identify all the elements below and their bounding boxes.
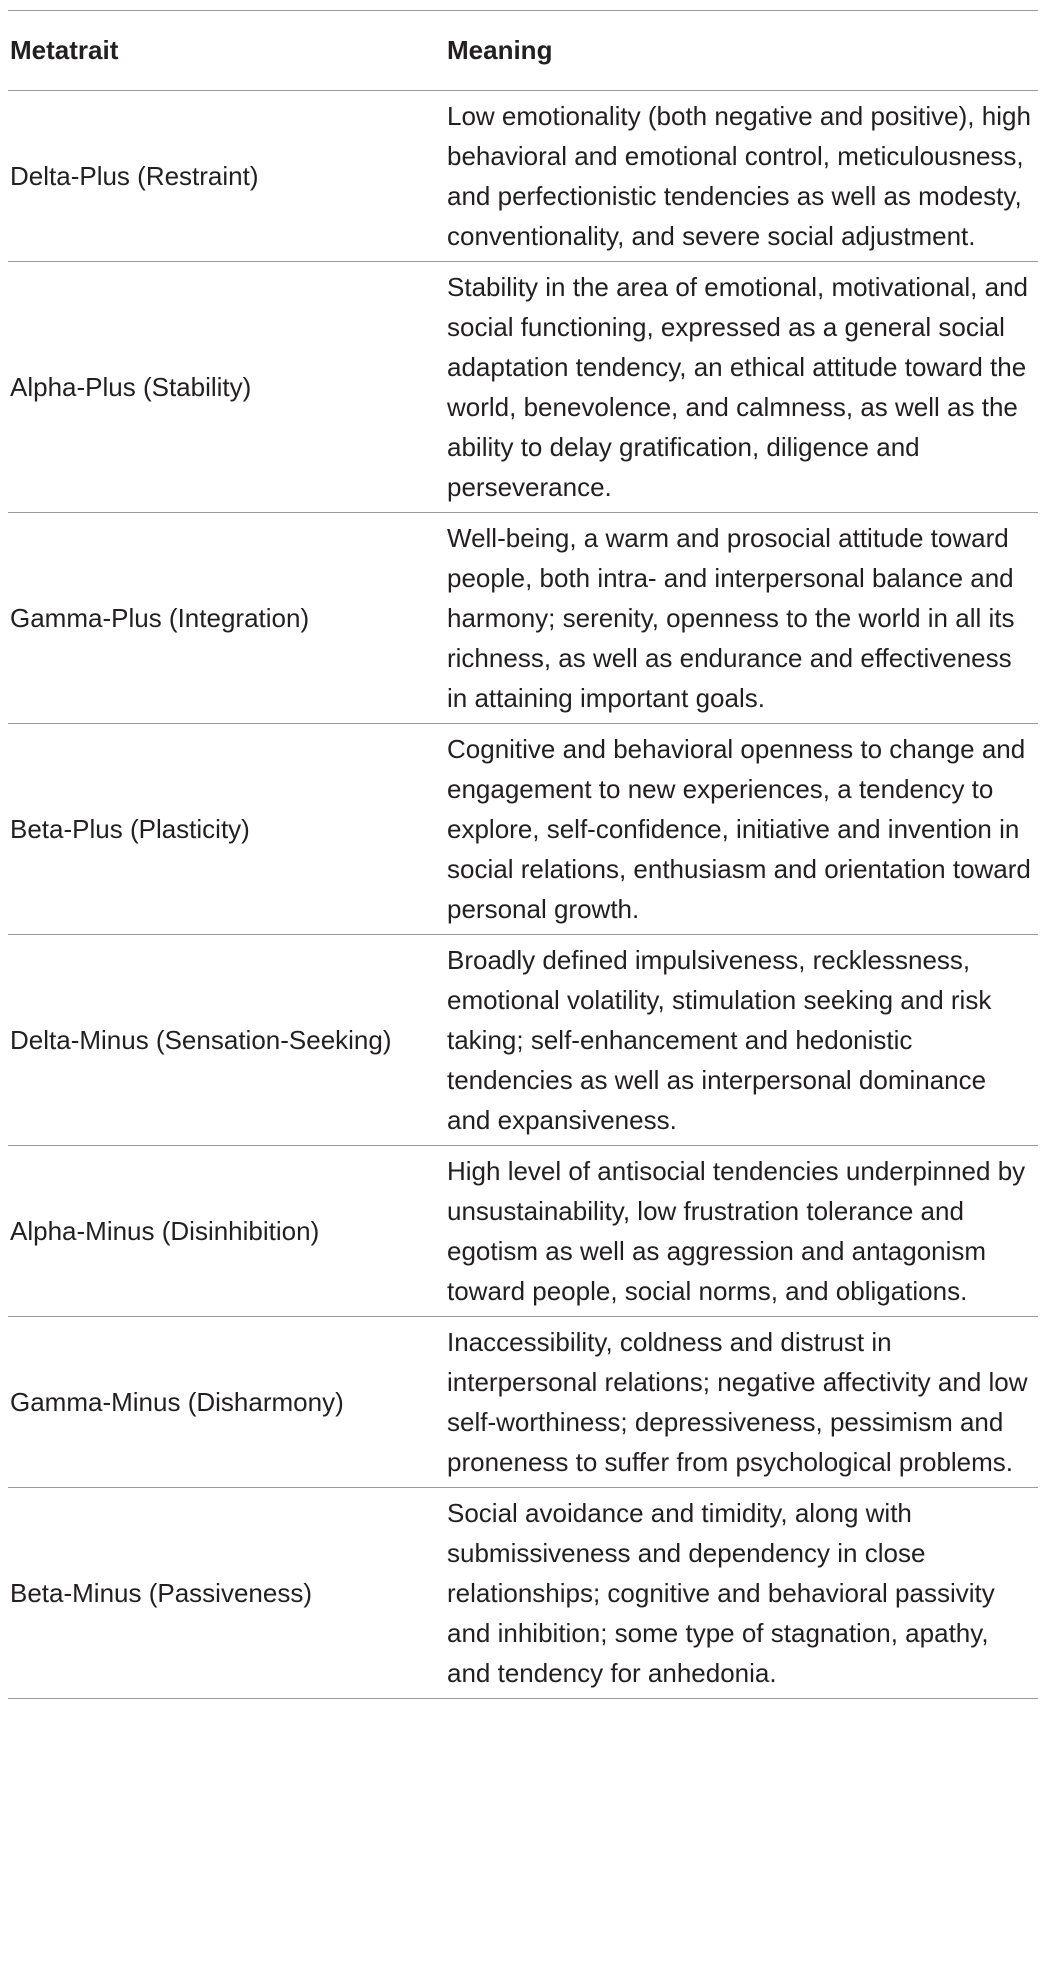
meaning-cell: High level of antisocial tendencies underpinned by unsustainability, low frustration tolerance and egotism as well as aggression and antagonism toward people, social norms, and obligations. [447, 1156, 1026, 1306]
table-row [8, 724, 1038, 935]
column-header-meaning: Meaning [447, 35, 553, 65]
meaning-cell: Social avoidance and timidity, along with submissiveness and dependency in close relationships; cognitive and behavioral passivity and inhibition; some type of stagnation, apathy, and tendency for anhedonia. [447, 1498, 995, 1688]
metatrait-cell: Gamma-Minus (Disharmony) [10, 1387, 344, 1417]
meaning-cell: Stability in the area of emotional, motivational, and social functioning, expressed as a general social adaptation tendency, an ethical attitude toward the world, benevolence, and calmness, as well as the ability to delay gratification, diligence and perseverance. [447, 272, 1029, 502]
meaning-cell: Broadly defined impulsiveness, recklessness, emotional volatility, stimulation seeking and risk taking; self-enhancement and hedonistic tendencies as well as interpersonal dominance and expansiveness. [447, 945, 992, 1135]
metatrait-table [8, 10, 1038, 1699]
table-row [8, 1317, 1038, 1488]
table-row [8, 1488, 1038, 1699]
metatrait-cell: Delta-Minus (Sensation-Seeking) [10, 1025, 392, 1055]
metatrait-cell: Gamma-Plus (Integration) [10, 603, 310, 633]
metatrait-cell: Alpha-Plus (Stability) [10, 372, 252, 402]
table-row [8, 262, 1038, 513]
meaning-cell: Low emotionality (both negative and positive), high behavioral and emotional control, meticulousness, and perfectionistic tendencies as well as modesty, conventionality, and severe social adjustment. [447, 101, 1031, 251]
table-row [8, 1146, 1038, 1317]
meaning-cell: Inaccessibility, coldness and distrust in interpersonal relations; negative affectivity and low self-worthiness; depressiveness, pessimism and proneness to suffer from psychological problems. [447, 1327, 1028, 1477]
meaning-cell: Well-being, a warm and prosocial attitude toward people, both intra- and interpersonal balance and harmony; serenity, openness to the world in all its richness, as well as endurance and effectiveness in attaining important goals. [447, 523, 1015, 713]
metatrait-cell: Delta-Plus (Restraint) [10, 161, 259, 191]
metatrait-cell: Beta-Plus (Plasticity) [10, 814, 250, 844]
table-row [8, 513, 1038, 724]
table-row [8, 91, 1038, 262]
column-header-metatrait: Metatrait [10, 35, 119, 65]
header-row [8, 11, 1038, 91]
metatrait-cell: Beta-Minus (Passiveness) [10, 1578, 312, 1608]
table-body [8, 91, 1038, 1699]
table-row [8, 935, 1038, 1146]
table-header [8, 11, 1038, 91]
metatrait-cell: Alpha-Minus (Disinhibition) [10, 1216, 320, 1246]
meaning-cell: Cognitive and behavioral openness to change and engagement to new experiences, a tendency to explore, self-confidence, initiative and invention in social relations, enthusiasm and orientation toward personal growth. [447, 734, 1031, 924]
